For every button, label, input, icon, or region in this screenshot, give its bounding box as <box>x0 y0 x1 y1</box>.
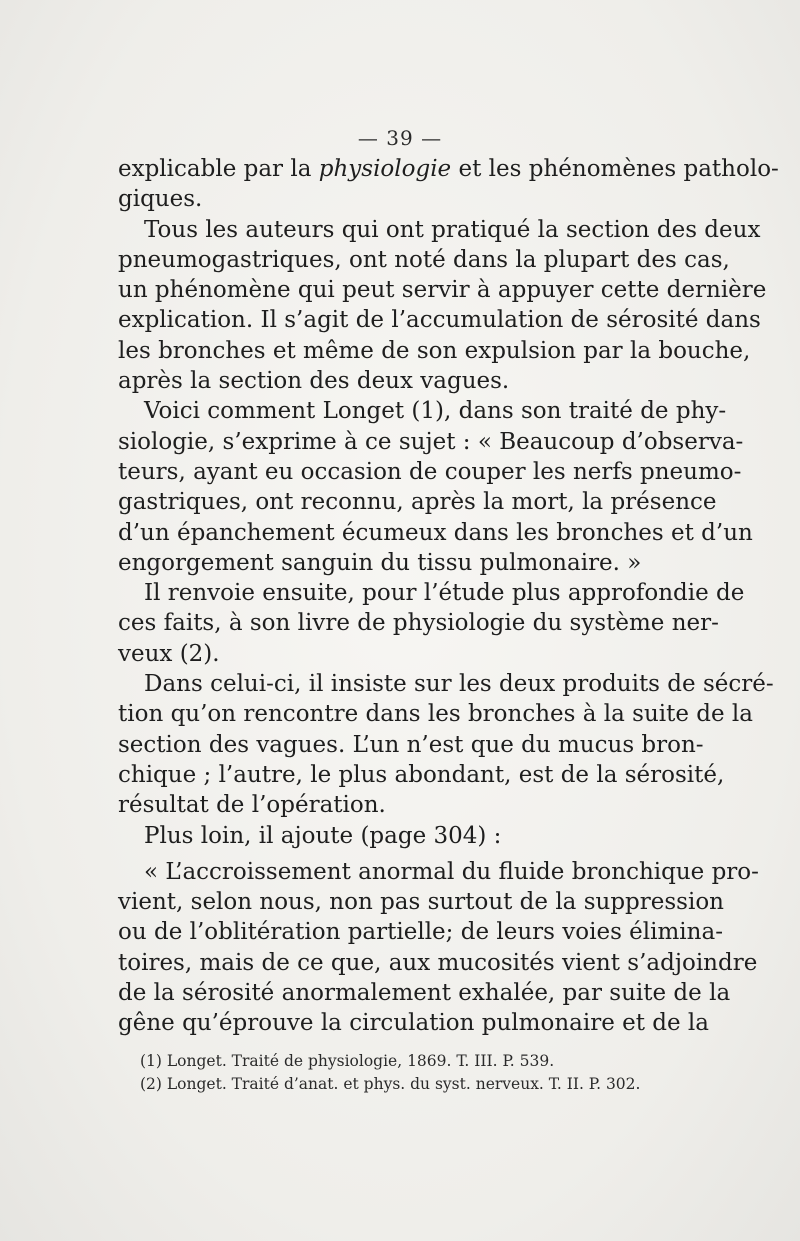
text-line: les bronches et même de son expulsion par la bouche, <box>118 337 751 364</box>
text-line: gastriques, ont reconnu, après la mort, la présence <box>118 489 717 516</box>
text-line: Voici comment Longet (1), dans son traité de phy- <box>144 398 727 425</box>
text-line: Dans celui-ci, il insiste sur les deux produits de sécré- <box>144 671 774 698</box>
text-line: ces faits, à son livre de physiologie du système ner- <box>118 610 719 637</box>
text-line: gêne qu’éprouve la circulation pulmonaire et de la <box>118 1010 709 1037</box>
text-line: explication. Il s’agit de l’accumulation de sérosité dans <box>118 307 761 334</box>
text-line: section des vagues. L’un n’est que du mucus bron- <box>118 731 704 758</box>
text-line: un phénomène qui peut servir à appuyer cette dernière <box>118 277 767 304</box>
text-line: de la sérosité anormalement exhalée, par suite de la <box>118 980 731 1007</box>
text-line: « L’accroissement anormal du fluide bronchique pro- <box>144 858 759 885</box>
text-line: après la section des deux vagues. <box>118 368 510 395</box>
text-line: chique ; l’autre, le plus abondant, est de la sérosité, <box>118 761 725 788</box>
text-line: Tous les auteurs qui ont pratiqué la section des deux <box>144 216 761 243</box>
text-line: giques. <box>118 186 203 213</box>
text-line: veux (2). <box>118 640 220 667</box>
text-line: Plus loin, il ajoute (page 304) : <box>144 822 502 849</box>
body-text <box>118 154 779 1039</box>
text-line: engorgement sanguin du tissu pulmonaire. » <box>118 549 642 576</box>
text-line: pneumogastriques, ont noté dans la plupart des cas, <box>118 246 730 273</box>
text-line: toires, mais de ce que, aux mucosités vient s’adjoindre <box>118 949 758 976</box>
text-line: teurs, ayant eu occasion de couper les nerfs pneumo- <box>118 458 742 485</box>
footnote: (1) Longet. Traité de physiologie, 1869. T. III. P. 539. <box>140 1052 555 1070</box>
text-line: explicable par la physiologie et les phénomènes patholo- <box>118 156 779 182</box>
text-line: siologie, s’exprime à ce sujet : « Beaucoup d’observa- <box>118 428 744 455</box>
text-line: Il renvoie ensuite, pour l’étude plus approfondie de <box>144 580 745 607</box>
footnote: (2) Longet. Traité d’anat. et phys. du syst. nerveux. T. II. P. 302. <box>140 1075 641 1093</box>
text-line: résultat de l’opération. <box>118 792 386 819</box>
text-line: d’un épanchement écumeux dans les bronches et d’un <box>118 519 753 546</box>
footnotes <box>140 1050 650 1096</box>
text-line: tion qu’on rencontre dans les bronches à la suite de la <box>118 701 754 728</box>
text-line: vient, selon nous, non pas surtout de la suppression <box>118 889 724 916</box>
page-number: — 39 — <box>357 126 443 150</box>
text-line: ou de l’oblitération partielle; de leurs voies élimina- <box>118 919 723 946</box>
italic-term: physiologie <box>318 156 452 182</box>
